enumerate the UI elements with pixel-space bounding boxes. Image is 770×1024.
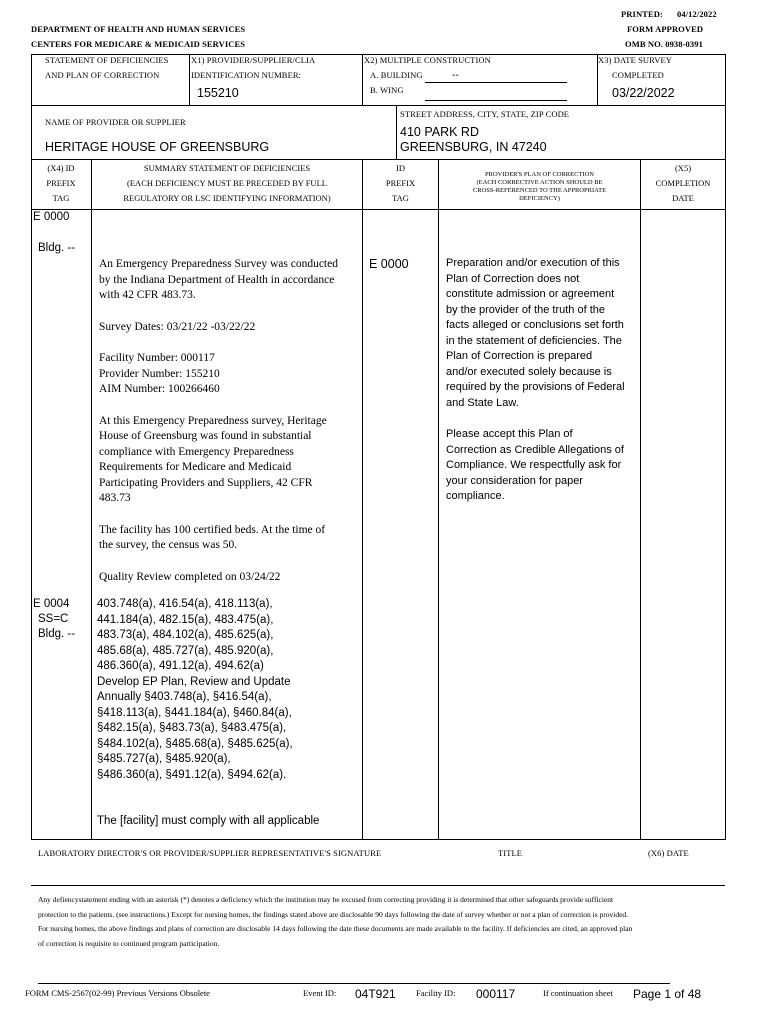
quality-review: Quality Review completed on 03/24/22 [99,570,281,583]
centers-title: CENTERS FOR MEDICARE & MEDICAID SERVICES [31,39,246,49]
address-label: STREET ADDRESS, CITY, STATE, ZIP CODE [400,109,570,119]
event-id: 04T921 [355,987,396,1001]
tag-e0004: E 0004 [33,598,70,610]
footnote: Any defiencystatement ending with an asterisk (*) denotes a deficiency which the institution may be excused from correcting providing it is determined that other safeguards provide sufficient protection to the patients. (see instructions.) Except for nursing homes, the findings stated above are disclosable 90 days following the date of survey whether or not a plan of correction is provided. For nursing homes, the above findings and plans of correction are disclosable 14 days following the date these documents are made available to the facility. If deficiencies are cited, an approved plan of correction is requisite to continued program participation. [38,895,633,948]
facility-id: 000117 [476,987,516,1001]
provider-number-line: Provider Number: 155210 [99,367,220,380]
form-number: FORM CMS-2567(02-99) Previous Versions Obsolete [25,988,210,998]
date-label: (X6) DATE [648,848,689,858]
bldg-label: Bldg. -- [38,242,76,254]
provider-number: 155210 [197,86,239,100]
building-label: A. BUILDING [370,70,423,80]
department-title: DEPARTMENT OF HEALTH AND HUMAN SERVICES [31,24,246,34]
wing-label: B. WING [370,85,404,95]
city-state-zip: GREENSBURG, IN 47240 [400,140,547,154]
street-address: 410 PARK RD [400,125,479,139]
x4-header: (X4) ID PREFIX TAG [46,163,76,203]
printed-label: PRINTED: [621,9,663,19]
building-value: -- [452,70,459,81]
facility-number: Facility Number: 000117 [99,352,215,364]
facility-must-text: The [facility] must comply with all applicable [97,815,320,827]
ss-label: SS=C [38,613,69,625]
continuation-label: If continuation sheet [543,988,613,998]
id-header: ID PREFIX TAG [385,163,416,203]
survey-intro: An Emergency Preparedness Survey was conducted by the Indiana Department of Health in accordance with 42 CFR 483.73. [99,258,338,301]
page-number: Page 1 of 48 [633,987,702,1001]
provider-name: HERITAGE HOUSE OF GREENSBURG [45,140,270,154]
statement-label-2: AND PLAN OF CORRECTION [45,70,160,80]
plan-header: PROVIDER'S PLAN OF CORRECTION (EACH CORRECTIVE ACTION SHOULD BE CROSS-REFERENCED TO THE APPROPRIATE DEFICIENCY) [472,171,607,202]
title-label: TITLE [498,848,523,858]
aim-number: AIM Number: 100266460 [99,383,220,395]
provider-name-label: NAME OF PROVIDER OR SUPPLIER [45,117,186,127]
completion-header: (X5) COMPLETION DATE [655,163,711,203]
summary-header: SUMMARY STATEMENT OF DEFICIENCIES (EACH DEFICIENCY MUST BE PRECEDED BY FULL REGULATORY OR LSC IDENTIFYING INFORMATION) [123,163,331,203]
x3-label-2: COMPLETED [612,70,664,80]
x3-label-1: X3) DATE SURVEY [598,55,673,65]
plan-paragraph-2: Please accept this Plan of Correction as Credible Allegations of Compliance. We respectfully ask for your consideration for paper compliance. [446,428,624,502]
event-label: Event ID: [303,988,337,998]
facility-label: Facility ID: [416,988,456,998]
tag-e0000: E 0000 [33,211,70,223]
x1-label-1: X1) PROVIDER/SUPPLIER/CLIA [191,55,316,65]
bldg-label-2: Bldg. -- [38,628,76,640]
form-approved: FORM APPROVED [627,24,704,34]
summary-text [99,257,339,601]
x1-label-2: IDENTIFICATION NUMBER: [191,70,302,80]
compliance-text: At this Emergency Preparedness survey, Heritage House of Greensburg was found in substantial compliance with Emergency Preparedness Requirements for Medicare and Medicaid Participating Providers and Suppliers, 42 CFR 483.73 [99,414,327,504]
survey-dates: Survey Dates: 03/21/22 -03/22/22 [99,320,256,333]
id-tag-right: E 0000 [369,257,409,271]
printed-date: 04/12/2022 [677,9,717,19]
statement-label-1: STATEMENT OF DEFICIENCIES [45,55,169,65]
x2-label: X2) MULTIPLE CONSTRUCTION [364,55,491,65]
beds-text: The facility has 100 certified beds. At the time of the survey, the census was 50. [99,523,326,551]
plan-paragraph-1: Preparation and/or execution of this Plan of Correction does not constitute admission or agreement by the provider of the truth of the facts alleged or conclusions set forth in the statement of deficiencies. The Plan of Correction is prepared and/or executed solely because is required by the provisions of Federal and State Law. [446,257,625,409]
date-completed: 03/22/2022 [612,86,675,100]
plan-text [446,256,626,521]
e0004-text: 403.748(a), 416.54(a), 418.113(a), 441.184(a), 482.15(a), 483.475(a), 483.73(a), 484.102(a), 485.625(a), 485.68(a), 485.727(a), 485.920(a), 486.360(a), 491.12(a), 494.62(a) Develop EP Plan, Review and Update Annually §403.748(a), §416.54(a), §418.113(a), §441.184(a), §460.84(a), §482.15(a), §483.73(a), §483.475(a), §484.102(a), §485.68(a), §485.625(a), §485.727(a), §485.920(a), §486.360(a), §491.12(a), §494.62(a). [97,598,293,781]
omb-number: OMB NO. 0938-0391 [625,39,703,49]
signature-label: LABORATORY DIRECTOR'S OR PROVIDER/SUPPLIER REPRESENTATIVE'S SIGNATURE [38,848,382,858]
